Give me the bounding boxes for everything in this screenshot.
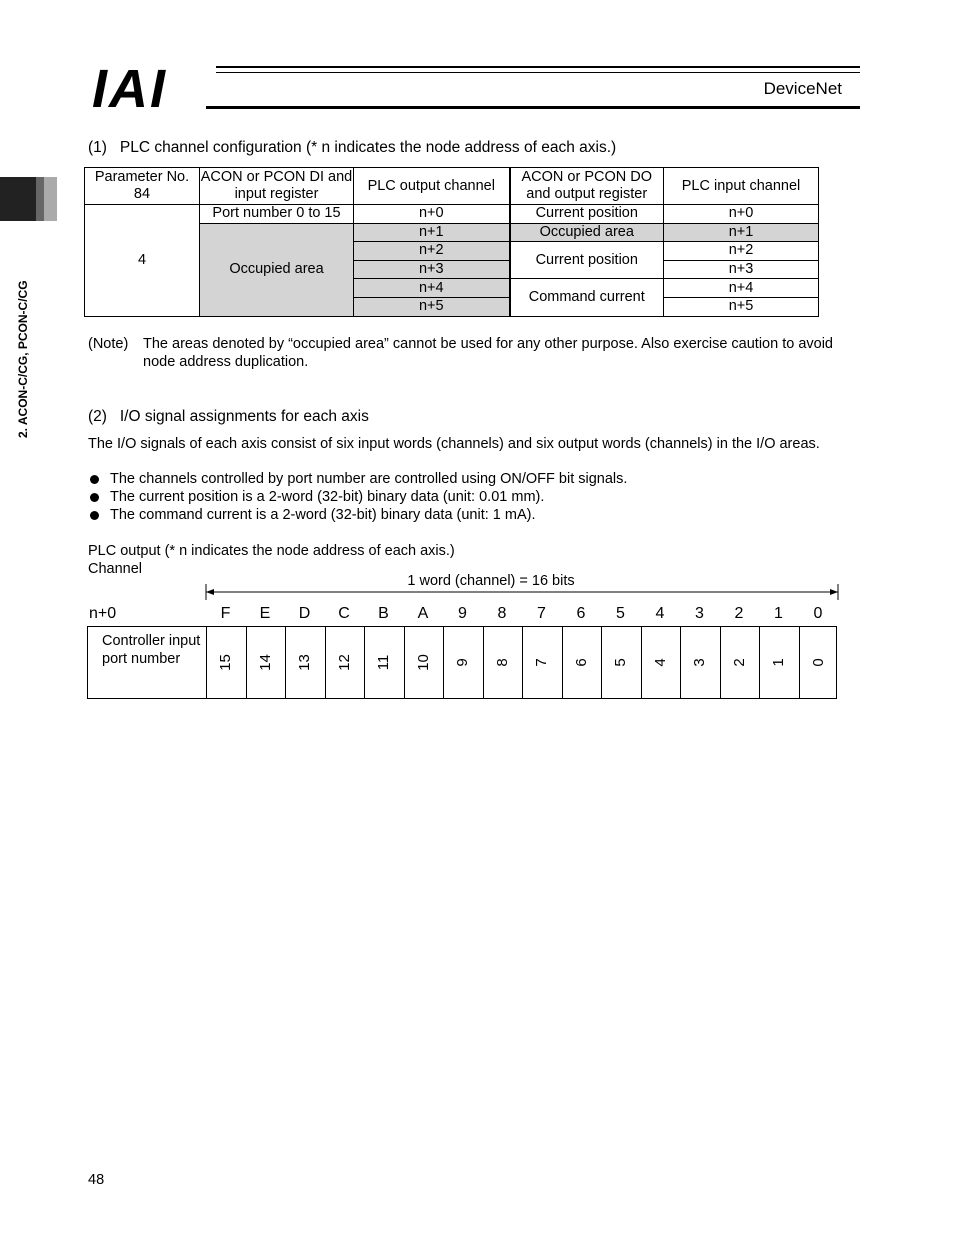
header-cell: ACON or PCON DI and input register [200, 168, 354, 205]
row-label: Controller input port number [102, 633, 201, 667]
header-cell: Parameter No. 84 [85, 168, 200, 205]
header-cell: ACON or PCON DO and output register [510, 168, 664, 205]
bit-number: 14 [256, 654, 274, 671]
in-channel-cell: n+0 [664, 205, 819, 224]
bit-hex-label: 5 [616, 605, 625, 622]
bit-number: 8 [493, 658, 511, 667]
bit-hex-label: 8 [497, 605, 507, 622]
table-row [85, 205, 819, 224]
plc-channel-table [84, 167, 819, 317]
in-channel-cell: n+2 [664, 242, 819, 261]
bit-hex-label: 3 [695, 605, 704, 622]
note-label: (Note) [88, 336, 129, 352]
bit-number: 2 [730, 658, 748, 667]
side-tab-block [0, 177, 36, 221]
bit-hex-label: 7 [537, 605, 546, 622]
bit-number: 3 [691, 658, 708, 667]
word-span-arrow [200, 582, 845, 602]
bullet-text: The current position is a 2-word (32-bit) binary data (unit: 0.01 mm). [110, 489, 545, 505]
side-tab-block [36, 177, 44, 221]
bit-number: 13 [296, 654, 313, 671]
do-cell: Current position [510, 242, 664, 279]
section1-heading: (1) PLC channel configuration (* n indicates the node address of each axis.) [88, 139, 617, 156]
bullet-icon [90, 511, 99, 520]
iai-logo: IAI [92, 59, 168, 119]
bit-number: 10 [414, 654, 432, 671]
in-channel-cell: n+5 [664, 297, 819, 316]
bullet-text: The command current is a 2-word (32-bit) binary data (unit: 1 mA). [110, 507, 536, 523]
bit-hex-label: 6 [576, 605, 586, 622]
section2-intro: The I/O signals of each axis consist of six input words (channels) and six output words (channels) in the I/O areas. [88, 436, 820, 452]
header-rule [206, 106, 860, 109]
bit-number: 1 [770, 658, 787, 667]
do-cell-occupied: Occupied area [510, 223, 664, 242]
bit-number: 9 [454, 658, 471, 667]
note-text: The areas denoted by “occupied area” cannot be used for any other purpose. Also exercise caution to avoid node address duplication. [143, 336, 833, 370]
out-channel-cell: n+2 [354, 242, 510, 261]
out-channel-cell: n+4 [354, 279, 510, 298]
bit-number: 11 [375, 654, 392, 671]
bit-number: 6 [572, 658, 590, 667]
plc-output-title: PLC output (* n indicates the node address of each axis.) [88, 543, 455, 559]
out-channel-cell: n+5 [354, 297, 510, 316]
channel-label: Channel [88, 561, 143, 577]
in-channel-cell: n+3 [664, 260, 819, 279]
note [88, 335, 858, 375]
word-label: 1 word (channel) = 16 bits [407, 573, 575, 589]
header-rule [216, 72, 860, 73]
in-channel-cell: n+4 [664, 279, 819, 298]
di-cell: Port number 0 to 15 [200, 205, 354, 224]
bit-number: 4 [651, 658, 669, 667]
side-tab-label: 2. ACON-C/CG, PCON-C/CG [16, 280, 30, 438]
header-title: DeviceNet [763, 79, 842, 98]
bit-hex-label: 4 [655, 605, 665, 622]
bit-hex-label: F [220, 605, 231, 622]
di-cell-occupied: Occupied area [200, 223, 354, 316]
out-channel-cell: n+0 [354, 205, 510, 224]
in-channel-cell: n+1 [664, 223, 819, 242]
bit-number: 5 [612, 658, 629, 667]
bit-hex-label: 1 [774, 605, 783, 622]
do-cell: Current position [510, 205, 664, 224]
do-cell: Command current [510, 279, 664, 316]
bit-hex-label: C [338, 605, 350, 622]
bullet-icon [90, 493, 99, 502]
row-channel-label: n+0 [89, 605, 117, 622]
bullet-text: The channels controlled by port number are controlled using ON/OFF bit signals. [110, 471, 628, 487]
bit-hex-label: D [298, 605, 311, 622]
page-number: 48 [88, 1172, 105, 1188]
out-channel-cell: n+1 [354, 223, 510, 242]
bit-hex-label: 0 [813, 605, 823, 622]
bit-number: 12 [335, 654, 353, 671]
table-header-row [85, 168, 819, 205]
header-cell: PLC input channel [664, 168, 819, 205]
bit-hex-label: 9 [458, 605, 467, 622]
bit-hex-label: A [417, 605, 429, 622]
header-rule [216, 66, 860, 68]
out-channel-cell: n+3 [354, 260, 510, 279]
bit-number: 0 [809, 658, 827, 667]
bit-hex-label: E [259, 605, 271, 622]
bit-number: 7 [533, 658, 550, 667]
header-cell: PLC output channel [354, 168, 510, 205]
bullet-icon [90, 475, 99, 484]
side-tab-block [44, 177, 57, 221]
param-value-cell: 4 [85, 205, 200, 317]
bit-hex-label: B [378, 605, 389, 622]
bit-hex-label: 2 [734, 605, 744, 622]
bit-number: 15 [217, 654, 234, 671]
section2-heading: (2) I/O signal assignments for each axis [88, 408, 369, 425]
